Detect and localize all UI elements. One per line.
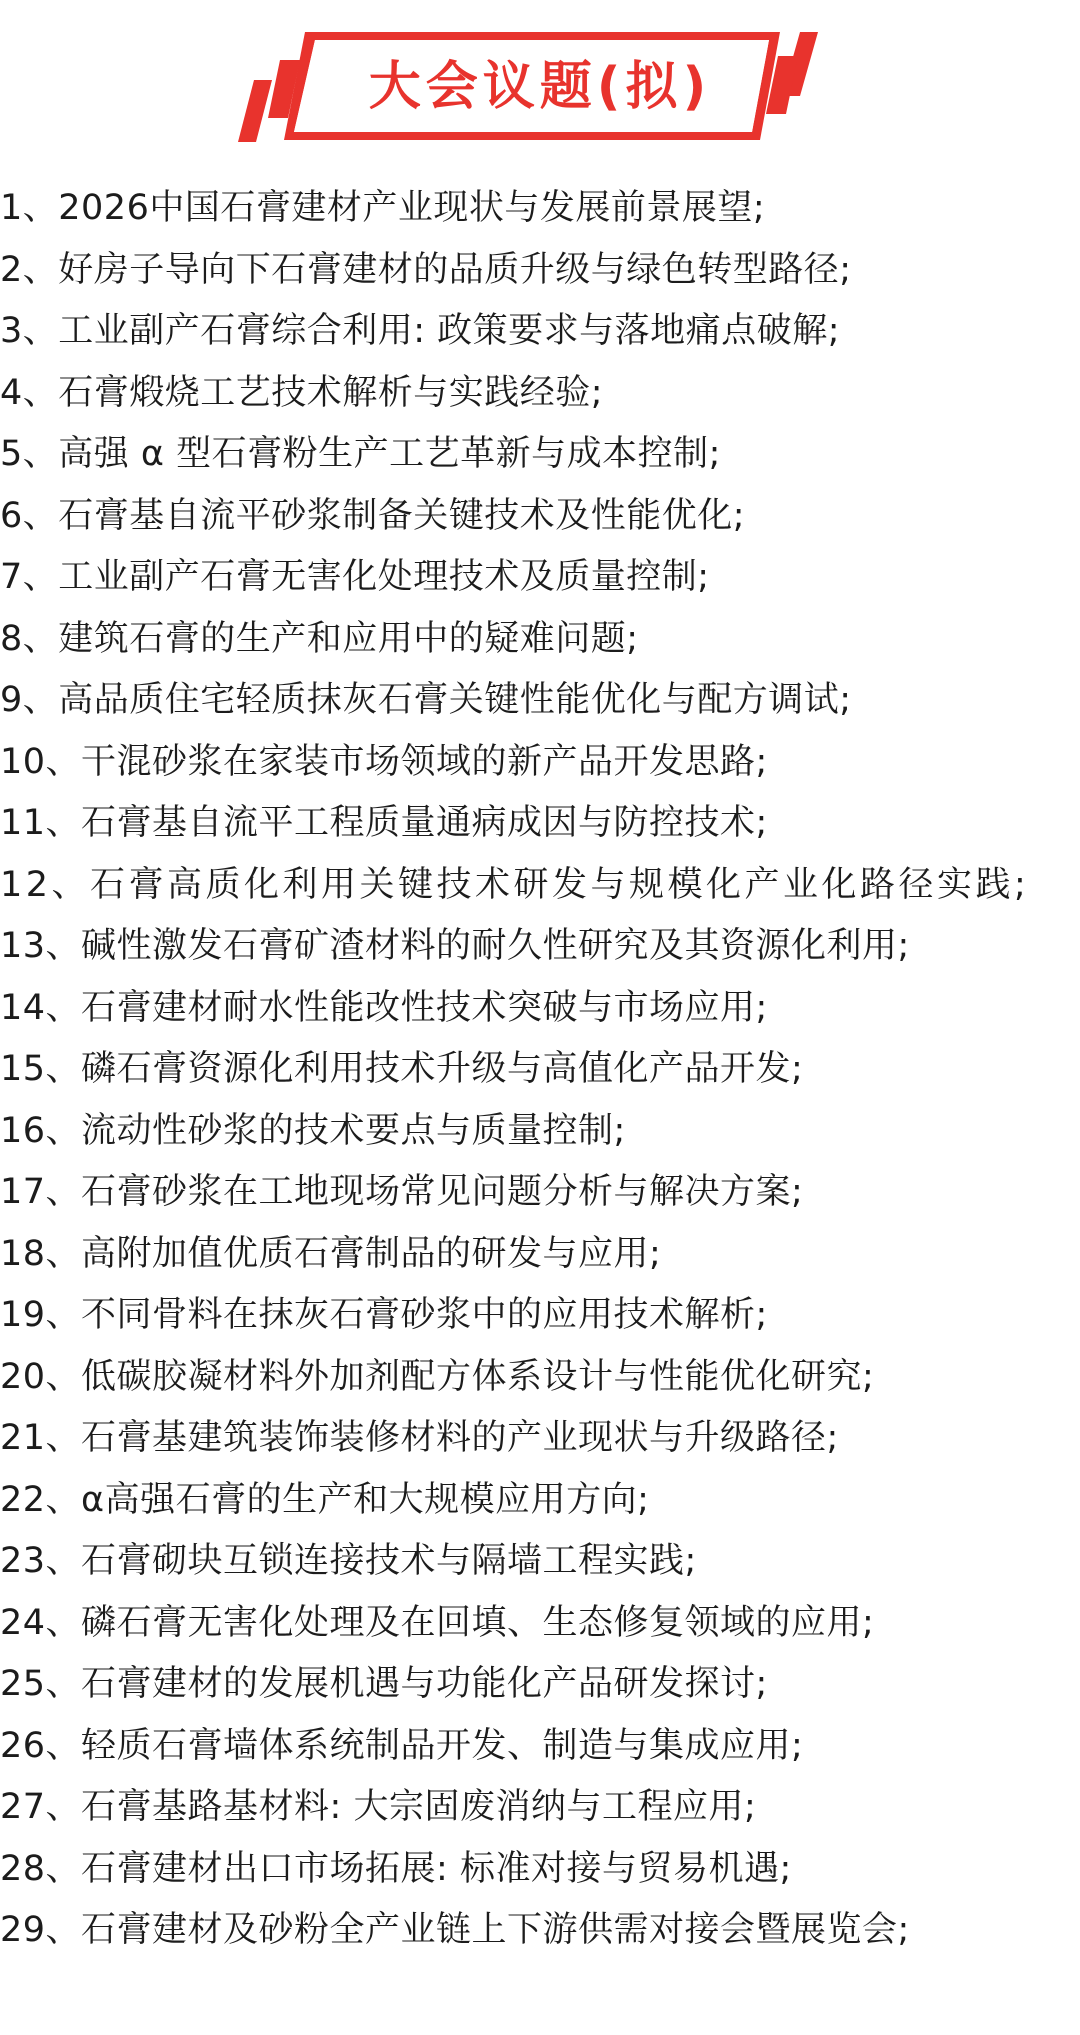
list-item: 12、石膏高质化利用关键技术研发与规模化产业化路径实践; <box>0 864 1030 905</box>
list-item: 4、石膏煅烧工艺技术解析与实践经验; <box>0 372 604 413</box>
list-item: 19、不同骨料在抹灰石膏砂浆中的应用技术解析; <box>0 1295 768 1335</box>
agenda-banner <box>0 0 1080 160</box>
list-item: 10、干混砂浆在家装市场领域的新产品开发思路; <box>0 741 768 782</box>
list-item: 26、轻质石膏墙体系统制品开发、制造与集成应用; <box>0 1725 804 1766</box>
list-item: 5、高强 α 型石膏粉生产工艺革新与成本控制; <box>0 434 721 474</box>
list-item: 15、磷石膏资源化利用技术升级与高值化产品开发; <box>0 1049 804 1089</box>
list-item: 28、石膏建材出口市场拓展: 标准对接与贸易机遇; <box>0 1848 792 1889</box>
list-item: 6、石膏基自流平砂浆制备关键技术及性能优化; <box>0 495 746 536</box>
list-item: 24、磷石膏无害化处理及在回填、生态修复领域的应用; <box>0 1602 875 1643</box>
list-item: 14、石膏建材耐水性能改性技术突破与市场应用; <box>0 987 768 1028</box>
list-item: 13、碱性激发石膏矿渣材料的耐久性研究及其资源化利用; <box>0 926 910 966</box>
list-item: 8、建筑石膏的生产和应用中的疑难问题; <box>0 618 639 659</box>
list-item: 29、石膏建材及砂粉全产业链上下游供需对接会暨展览会; <box>0 1910 910 1950</box>
list-item: 22、α高强石膏的生产和大规模应用方向; <box>0 1479 650 1520</box>
list-item: 7、工业副产石膏无害化处理技术及质量控制; <box>0 557 710 597</box>
agenda-topic-list <box>0 178 1080 1962</box>
list-item: 11、石膏基自流平工程质量通病成因与防控技术; <box>0 803 768 843</box>
list-item: 1、2026中国石膏建材产业现状与发展前景展望; <box>0 188 766 228</box>
list-item: 27、石膏基路基材料: 大宗固废消纳与工程应用; <box>0 1787 757 1827</box>
list-item: 25、石膏建材的发展机遇与功能化产品研发探讨; <box>0 1664 768 1704</box>
list-item: 9、高品质住宅轻质抹灰石膏关键性能优化与配方调试; <box>0 680 852 720</box>
list-item: 21、石膏基建筑装饰装修材料的产业现状与升级路径; <box>0 1418 839 1458</box>
list-item: 17、石膏砂浆在工地现场常见问题分析与解决方案; <box>0 1172 804 1212</box>
list-item: 2、好房子导向下石膏建材的品质升级与绿色转型路径; <box>0 249 852 290</box>
list-item: 18、高附加值优质石膏制品的研发与应用; <box>0 1233 662 1274</box>
list-item: 20、低碳胶凝材料外加剂配方体系设计与性能优化研究; <box>0 1356 875 1397</box>
list-item: 16、流动性砂浆的技术要点与质量控制; <box>0 1110 626 1151</box>
list-item: 23、石膏砌块互锁连接技术与隔墙工程实践; <box>0 1541 697 1581</box>
page-title: 大会议题(拟) <box>368 57 712 117</box>
list-item: 3、工业副产石膏综合利用: 政策要求与落地痛点破解; <box>0 311 840 351</box>
